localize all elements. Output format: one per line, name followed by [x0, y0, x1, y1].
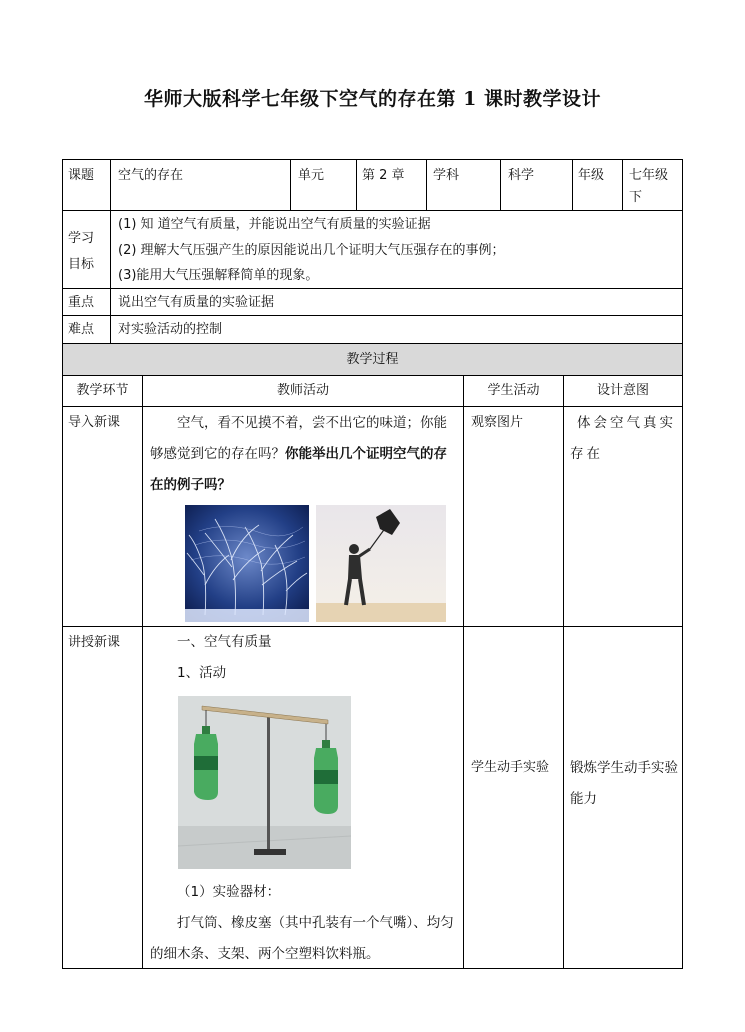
intro-text-bold: 你能举出几个证明空气的存在的例子吗？ [150, 446, 447, 493]
grade-label: 年级 [578, 168, 605, 183]
new-stage: 讲授新课 [68, 635, 121, 650]
goals-label-line2: 目标 [68, 257, 95, 272]
difficulty-value: 对实验活动的控制 [118, 322, 223, 337]
course-value: 空气的存在 [118, 168, 184, 183]
grade-value-line2: 下 [629, 190, 643, 205]
goals-label-line1: 学习 [68, 231, 95, 246]
new-sub: 1、活动 [177, 665, 227, 681]
intro-student: 观察图片 [471, 415, 524, 430]
new-heading: 一、空气有质量 [177, 634, 272, 650]
col-teacher: 教师活动 [276, 383, 329, 398]
col-stage: 教学环节 [76, 383, 129, 398]
unit-value: 第 2 章 [362, 168, 405, 183]
windy-trees-photo [185, 505, 309, 622]
intro-teacher-text [150, 408, 458, 501]
new-intent: 锻炼学生动手实验能力 [570, 760, 678, 807]
goal-item-1: (1) 知 道空气有质量，并能说出空气有质量的实验证据 [118, 217, 431, 232]
materials-title: （1）实验器材： [177, 884, 281, 900]
goal-item-2: (2) 理解大气压强产生的原因能说出几个证明大气压强存在的事例； [118, 243, 505, 258]
intro-text-normal: 空气，看不见摸不着，尝不出它的味道；你能够感觉到它的存在吗？ [150, 415, 447, 462]
intro-stage: 导入新课 [68, 415, 121, 430]
col-student: 学生活动 [487, 383, 540, 398]
new-student: 学生动手实验 [471, 760, 550, 775]
document-title: 华师大版科学七年级下空气的存在第 1 课时教学设计 [144, 88, 601, 110]
intro-intent: 体会空气真实存在 [570, 415, 676, 462]
key-point-label: 重点 [68, 295, 95, 310]
umbrella-wind-photo [316, 505, 446, 622]
balance-experiment-photo [178, 696, 351, 869]
process-header: 教学过程 [346, 352, 399, 367]
key-point-value: 说出空气有质量的实验证据 [118, 295, 275, 310]
unit-label: 单元 [298, 168, 325, 183]
goal-item-3: (3)能用大气压强解释简单的现象。 [118, 268, 319, 283]
course-label: 课题 [68, 168, 95, 183]
grade-value-line1: 七年级 [629, 168, 669, 183]
difficulty-label: 难点 [68, 322, 95, 337]
subject-value: 科学 [508, 168, 535, 183]
subject-label: 学科 [433, 168, 460, 183]
materials-text: 打气筒、橡皮塞（其中孔装有一个气嘴）、均匀的细木条、支架、两个空塑料饮料瓶。 [150, 915, 454, 962]
col-intent: 设计意图 [596, 383, 649, 398]
